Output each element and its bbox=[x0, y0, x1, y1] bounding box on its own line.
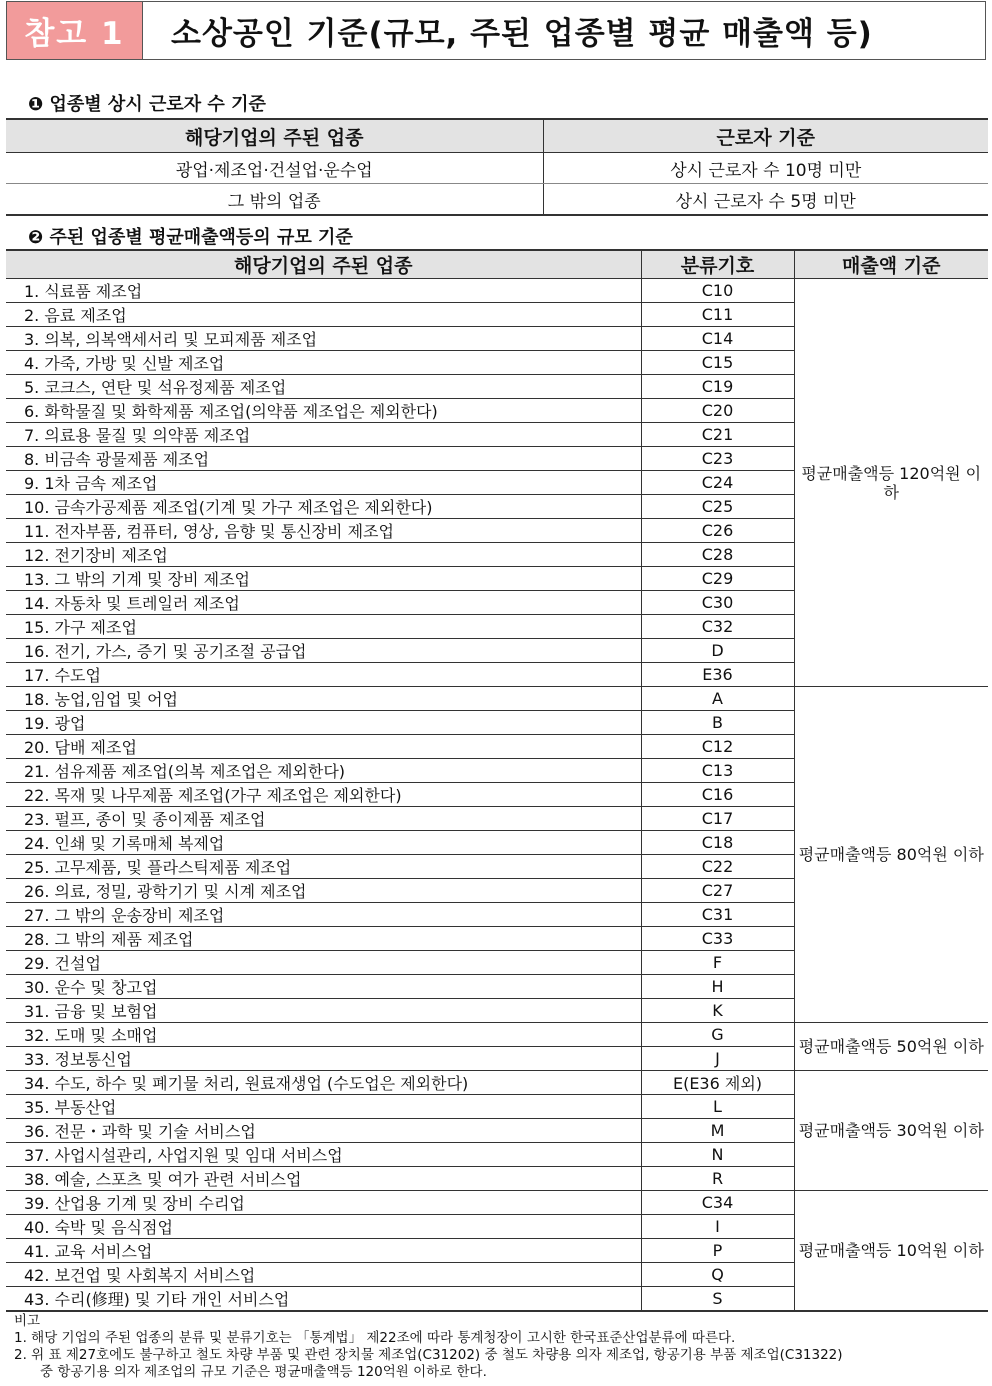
class-code-cell: C19 bbox=[641, 375, 794, 399]
header-industry: 해당기업의 주된 업종 bbox=[6, 119, 543, 153]
class-code-cell: Q bbox=[641, 1263, 794, 1287]
table-row bbox=[6, 1023, 988, 1047]
header-employee-criteria: 근로자 기준 bbox=[543, 119, 988, 153]
class-code-cell: C24 bbox=[641, 471, 794, 495]
industry-cell: 9. 1차 금속 제조업 bbox=[6, 471, 641, 495]
industry-cell: 25. 고무제품, 및 플라스틱제품 제조업 bbox=[6, 855, 641, 879]
table-row bbox=[6, 184, 988, 216]
industry-cell: 42. 보건업 및 사회복지 서비스업 bbox=[6, 1263, 641, 1287]
class-code-cell: C25 bbox=[641, 495, 794, 519]
class-code-cell: G bbox=[641, 1023, 794, 1047]
industry-cell: 1. 식료품 제조업 bbox=[6, 279, 641, 303]
class-code-cell: C13 bbox=[641, 759, 794, 783]
class-code-cell: C30 bbox=[641, 591, 794, 615]
notes-heading: 비고 bbox=[14, 1313, 41, 1329]
class-code-cell: B bbox=[641, 711, 794, 735]
revenue-criteria-cell: 평균매출액등 50억원 이하 bbox=[794, 1023, 988, 1071]
industry-cell: 43. 수리(修理) 및 기타 개인 서비스업 bbox=[6, 1287, 641, 1312]
industry-cell: 12. 전기장비 제조업 bbox=[6, 543, 641, 567]
class-code-cell: C33 bbox=[641, 927, 794, 951]
industry-cell: 37. 사업시설관리, 사업지원 및 임대 서비스업 bbox=[6, 1143, 641, 1167]
page-header bbox=[6, 1, 986, 60]
section2-title: ❷ 주된 업종별 평균매출액등의 규모 기준 bbox=[28, 227, 353, 248]
class-code-cell: C21 bbox=[641, 423, 794, 447]
class-code-cell: C27 bbox=[641, 879, 794, 903]
industry-cell: 23. 펄프, 종이 및 종이제품 제조업 bbox=[6, 807, 641, 831]
class-code-cell: C20 bbox=[641, 399, 794, 423]
class-code-cell: P bbox=[641, 1239, 794, 1263]
class-code-cell: C15 bbox=[641, 351, 794, 375]
industry-cell: 40. 숙박 및 음식점업 bbox=[6, 1215, 641, 1239]
industry-cell: 28. 그 밖의 제품 제조업 bbox=[6, 927, 641, 951]
reference-badge: 참고 1 bbox=[7, 2, 143, 59]
class-code-cell: C22 bbox=[641, 855, 794, 879]
class-code-cell: C12 bbox=[641, 735, 794, 759]
revenue-criteria-cell: 평균매출액등 10억원 이하 bbox=[794, 1191, 988, 1312]
revenue-criteria-cell: 평균매출액등 80억원 이하 bbox=[794, 687, 988, 1023]
industry-cell: 14. 자동차 및 트레일러 제조업 bbox=[6, 591, 641, 615]
class-code-cell: E36 bbox=[641, 663, 794, 687]
industry-cell: 3. 의복, 의복액세서리 및 모피제품 제조업 bbox=[6, 327, 641, 351]
class-code-cell: J bbox=[641, 1047, 794, 1071]
header-revenue-criteria: 매출액 기준 bbox=[794, 250, 988, 279]
industry-cell: 24. 인쇄 및 기록매체 복제업 bbox=[6, 831, 641, 855]
criteria-cell: 상시 근로자 수 5명 미만 bbox=[675, 191, 856, 212]
industry-cell: 34. 수도, 하수 및 폐기물 처리, 원료재생업 (수도업은 제외한다) bbox=[6, 1071, 641, 1095]
table-row bbox=[6, 1071, 988, 1095]
class-code-cell: A bbox=[641, 687, 794, 711]
notes bbox=[14, 1313, 984, 1381]
class-code-cell: C17 bbox=[641, 807, 794, 831]
note-line: 2. 위 표 제27호에도 불구하고 철도 차량 부품 및 관련 장치물 제조업(C31202) 중 철도 차량용 의자 제조업, 항공기용 부품 제조업(C31322) bbox=[14, 1347, 843, 1363]
industry-cell: 10. 금속가공제품 제조업(기계 및 가구 제조업은 제외한다) bbox=[6, 495, 641, 519]
industry-cell: 41. 교육 서비스업 bbox=[6, 1239, 641, 1263]
header-industry: 해당기업의 주된 업종 bbox=[6, 250, 641, 279]
table-row bbox=[6, 153, 988, 184]
industry-cell: 18. 농업,임업 및 어업 bbox=[6, 687, 641, 711]
employee-criteria-table bbox=[6, 118, 988, 216]
industry-cell: 30. 운수 및 창고업 bbox=[6, 975, 641, 999]
class-code-cell: F bbox=[641, 951, 794, 975]
industry-cell: 31. 금융 및 보험업 bbox=[6, 999, 641, 1023]
table-row bbox=[6, 1191, 988, 1215]
class-code-cell: C18 bbox=[641, 831, 794, 855]
industry-cell: 8. 비금속 광물제품 제조업 bbox=[6, 447, 641, 471]
class-code-cell: I bbox=[641, 1215, 794, 1239]
industry-cell: 29. 건설업 bbox=[6, 951, 641, 975]
industry-cell: 16. 전기, 가스, 증기 및 공기조절 공급업 bbox=[6, 639, 641, 663]
class-code-cell: D bbox=[641, 639, 794, 663]
class-code-cell: L bbox=[641, 1095, 794, 1119]
class-code-cell: C32 bbox=[641, 615, 794, 639]
class-code-cell: C10 bbox=[641, 279, 794, 303]
class-code-cell: C31 bbox=[641, 903, 794, 927]
industry-cell: 5. 코크스, 연탄 및 석유정제품 제조업 bbox=[6, 375, 641, 399]
class-code-cell: H bbox=[641, 975, 794, 999]
industry-cell: 19. 광업 bbox=[6, 711, 641, 735]
class-code-cell: N bbox=[641, 1143, 794, 1167]
industry-cell: 17. 수도업 bbox=[6, 663, 641, 687]
class-code-cell: C11 bbox=[641, 303, 794, 327]
industry-cell: 21. 섬유제품 제조업(의복 제조업은 제외한다) bbox=[6, 759, 641, 783]
revenue-criteria-cell: 평균매출액등 120억원 이하 bbox=[794, 279, 988, 687]
class-code-cell: C29 bbox=[641, 567, 794, 591]
industry-cell: 2. 음료 제조업 bbox=[6, 303, 641, 327]
industry-cell: 13. 그 밖의 기계 및 장비 제조업 bbox=[6, 567, 641, 591]
industry-cell: 그 밖의 업종 bbox=[6, 184, 543, 216]
class-code-cell: C26 bbox=[641, 519, 794, 543]
industry-cell: 7. 의료용 물질 및 의약품 제조업 bbox=[6, 423, 641, 447]
table-header-row bbox=[6, 250, 988, 279]
industry-cell: 26. 의료, 정밀, 광학기기 및 시계 제조업 bbox=[6, 879, 641, 903]
industry-cell: 6. 화학물질 및 화학제품 제조업(의약품 제조업은 제외한다) bbox=[6, 399, 641, 423]
revenue-criteria-table bbox=[6, 249, 988, 1312]
industry-cell: 38. 예술, 스포츠 및 여가 관련 서비스업 bbox=[6, 1167, 641, 1191]
section1-title: ❶ 업종별 상시 근로자 수 기준 bbox=[28, 94, 266, 115]
class-code-cell: M bbox=[641, 1119, 794, 1143]
industry-cell: 27. 그 밖의 운송장비 제조업 bbox=[6, 903, 641, 927]
revenue-criteria-cell: 평균매출액등 30억원 이하 bbox=[794, 1071, 988, 1191]
class-code-cell: C23 bbox=[641, 447, 794, 471]
note-line: 중 항공기용 의자 제조업의 규모 기준은 평균매출액등 120억원 이하로 한다. bbox=[40, 1364, 487, 1380]
industry-cell: 35. 부동산업 bbox=[6, 1095, 641, 1119]
class-code-cell: S bbox=[641, 1287, 794, 1312]
table-row bbox=[6, 687, 988, 711]
industry-cell: 15. 가구 제조업 bbox=[6, 615, 641, 639]
class-code-cell: C14 bbox=[641, 327, 794, 351]
industry-cell: 36. 전문・과학 및 기술 서비스업 bbox=[6, 1119, 641, 1143]
table-row bbox=[6, 279, 988, 303]
industry-cell: 22. 목재 및 나무제품 제조업(가구 제조업은 제외한다) bbox=[6, 783, 641, 807]
class-code-cell: C28 bbox=[641, 543, 794, 567]
industry-cell: 광업·제조업·건설업·운수업 bbox=[6, 153, 543, 184]
page-title: 소상공인 기준(규모, 주된 업종별 평균 매출액 등) bbox=[171, 16, 873, 52]
industry-cell: 20. 담배 제조업 bbox=[6, 735, 641, 759]
industry-cell: 39. 산업용 기계 및 장비 수리업 bbox=[6, 1191, 641, 1215]
industry-cell: 4. 가죽, 가방 및 신발 제조업 bbox=[6, 351, 641, 375]
class-code-cell: R bbox=[641, 1167, 794, 1191]
header-class-code: 분류기호 bbox=[641, 250, 794, 279]
table-header-row bbox=[6, 119, 988, 153]
industry-cell: 33. 정보통신업 bbox=[6, 1047, 641, 1071]
industry-cell: 11. 전자부품, 컴퓨터, 영상, 음향 및 통신장비 제조업 bbox=[6, 519, 641, 543]
industry-cell: 32. 도매 및 소매업 bbox=[6, 1023, 641, 1047]
class-code-cell: E(E36 제외) bbox=[641, 1071, 794, 1095]
note-line: 1. 해당 기업의 주된 업종의 분류 및 분류기호는 「통계법」 제22조에 따라 통계청장이 고시한 한국표준산업분류에 따른다. bbox=[14, 1330, 736, 1346]
class-code-cell: C34 bbox=[641, 1191, 794, 1215]
class-code-cell: C16 bbox=[641, 783, 794, 807]
revenue-table-body bbox=[6, 279, 988, 1312]
class-code-cell: K bbox=[641, 999, 794, 1023]
criteria-cell: 상시 근로자 수 10명 미만 bbox=[543, 153, 988, 184]
